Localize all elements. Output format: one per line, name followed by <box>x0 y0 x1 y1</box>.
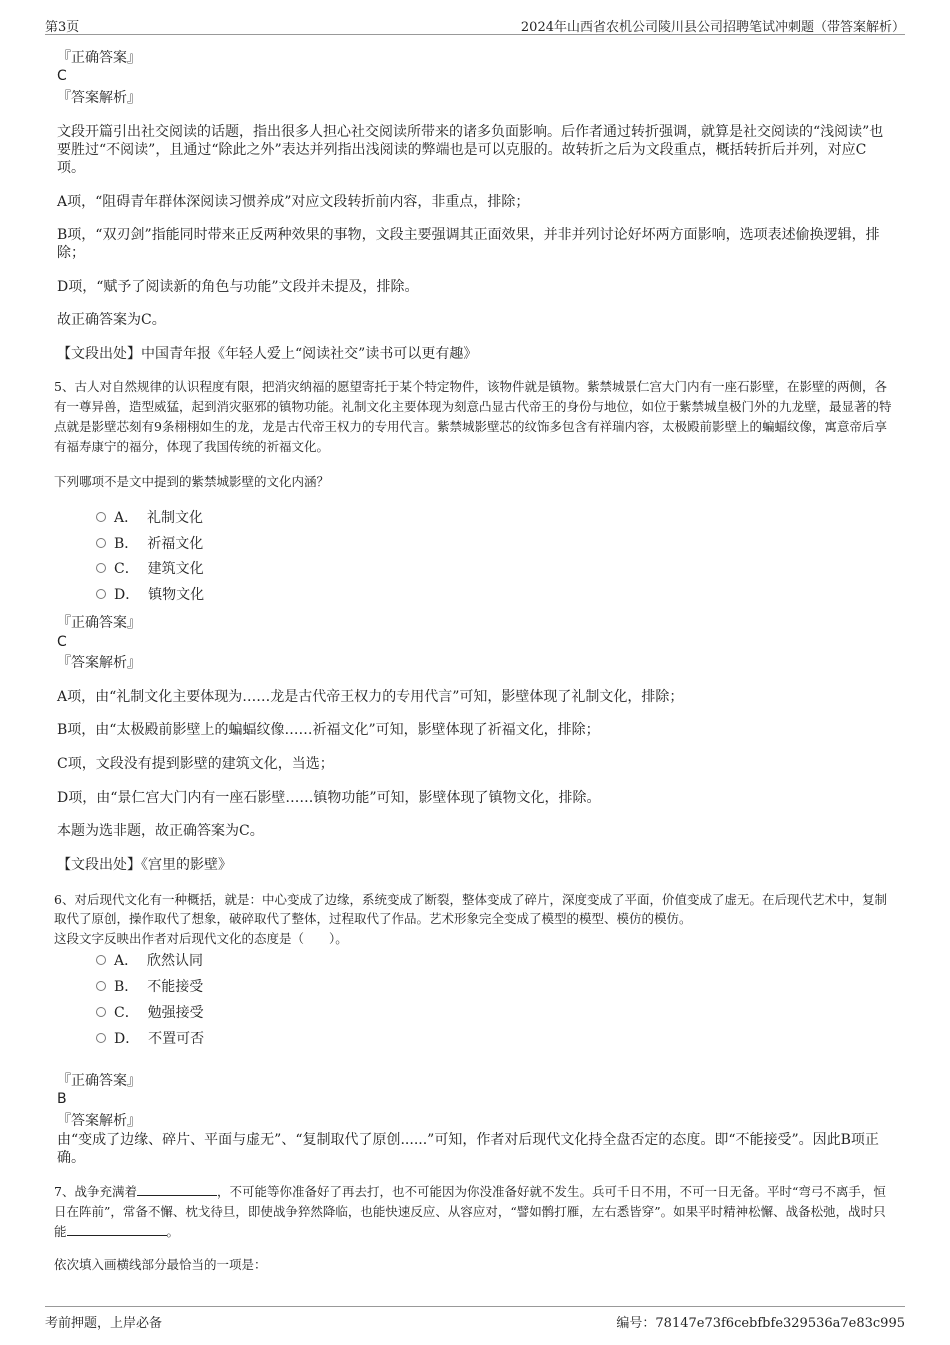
option-b[interactable]: B． 不能接受 <box>96 977 203 997</box>
question-7-stem: 7、战争充满着 ，不可能等你准备好了再去打，也不可能因为你没准备好就不发生。兵可千日不用，不可一日无备。平时“弯弓不离手，恒日在阵前”，常备不懈、枕戈待旦，即使战争猝然降临，也能快速反应、从容应对，“譬如鹘打雁，左右悉皆穿”。如果平时精神松懈、战备松弛，战时只能 。 <box>54 1184 886 1239</box>
answer-label: 『正确答案』 <box>57 1073 141 1089</box>
page-footer <box>45 1306 905 1329</box>
answer-value: C <box>57 634 67 650</box>
radio-icon[interactable] <box>96 538 106 548</box>
passage-source: 【文段出处】中国青年报《年轻人爱上“阅读社交”读书可以更有趣》 <box>57 346 478 362</box>
question-5-prompt: 下列哪项不是文中提到的紫禁城影壁的文化内涵？ <box>54 474 330 489</box>
option-c[interactable]: C． 勉强接受 <box>96 1003 204 1023</box>
analysis-option-a: A项，“阻碍青年群体深阅读习惯养成”对应文段转折前内容，非重点，排除； <box>57 194 530 210</box>
analysis-option-b: B项，由“太极殿前影壁上的蝙蝠纹像……祈福文化”可知，影壁体现了祈福文化，排除； <box>57 722 600 738</box>
option-d[interactable]: D． 镇物文化 <box>96 585 204 605</box>
analysis-conclusion: 本题为选非题，故正确答案为C。 <box>57 823 264 839</box>
radio-icon[interactable] <box>96 1007 106 1017</box>
document-id: 编号：78147e73f6cebfbfe329536a7e83c995 <box>616 1316 905 1331</box>
analysis-option-d: D项，“赋予了阅读新的角色与功能”文段并未提及，排除。 <box>57 279 419 295</box>
option-d[interactable]: D． 不置可否 <box>96 1029 204 1049</box>
passage-source: 【文段出处】《宫里的影壁》 <box>57 857 232 873</box>
analysis-conclusion: 故正确答案为C。 <box>57 312 166 328</box>
fill-blank-2[interactable] <box>67 1223 167 1236</box>
page-header <box>45 14 905 35</box>
analysis-option-b: B项，“双刃剑”指能同时带来正反两种效果的事物，文段主要强调其正面效果，并非并列讨论好坏两方面影响，选项表述偷换逻辑，排除； <box>57 227 880 261</box>
question-5-stem: 5、古人对自然规律的认识程度有限，把消灾纳福的愿望寄托于某个特定物件，该物件就是镇物。紫禁城景仁宫大门内有一座石影壁，在影壁的两侧，各有一尊异兽，造型威猛，起到消灾驱邪的镇物功能。礼制文化主要体现为刻意凸显古代帝王的身份与地位，如位于紫禁城皇极门外的九龙壁，最显著的特点就是影壁芯刻有9条栩栩如生的龙，龙是古代帝王权力的专用代言。紫禁城影壁芯的纹饰多包含有祥瑞内容，太极殿前影壁上的蝙蝠纹像，寓意帝后享有福寿康宁的福分，体现了我国传统的祈福文化。 <box>54 379 892 454</box>
option-a[interactable]: A． 礼制文化 <box>96 508 203 528</box>
analysis-label: 『答案解析』 <box>57 1113 141 1129</box>
radio-icon[interactable] <box>96 981 106 991</box>
answer-value: C <box>57 68 67 84</box>
analysis-option-a: A项，由“礼制文化主要体现为……龙是古代帝王权力的专用代言”可知，影壁体现了礼制文化，排除； <box>57 689 684 705</box>
analysis-text: 文段开篇引出社交阅读的话题，指出很多人担心社交阅读所带来的诸多负面影响。后作者通过转折强调，就算是社交阅读的“浅阅读”也要胜过“不阅读”，且通过“除此之外”表达并列指出浅阅读的弊端也是可以克服的。故转折之后为文段重点，概括转折后并列，对应C项。 <box>57 124 884 176</box>
footer-slogan: 考前押题，上岸必备 <box>45 1316 163 1331</box>
radio-icon[interactable] <box>96 955 106 965</box>
radio-icon[interactable] <box>96 512 106 522</box>
page-number: 第3页 <box>45 20 80 35</box>
radio-icon[interactable] <box>96 563 106 573</box>
radio-icon[interactable] <box>96 589 106 599</box>
option-b[interactable]: B． 祈福文化 <box>96 534 203 554</box>
analysis-label: 『答案解析』 <box>57 655 141 671</box>
answer-label: 『正确答案』 <box>57 50 141 66</box>
analysis-label: 『答案解析』 <box>57 90 141 106</box>
answer-value: B <box>57 1091 67 1107</box>
question-7-prompt: 依次填入画横线部分最恰当的一项是： <box>54 1257 267 1272</box>
option-a[interactable]: A． 欣然认同 <box>96 951 203 971</box>
document-title: 2024年山西省农机公司陵川县公司招聘笔试冲刺题（带答案解析） <box>520 20 905 35</box>
answer-label: 『正确答案』 <box>57 615 141 631</box>
analysis-option-d: D项，由“景仁宫大门内有一座石影壁……镇物功能”可知，影壁体现了镇物文化，排除。 <box>57 790 601 806</box>
analysis-text: 由“变成了边缘、碎片、平面与虚无”、“复制取代了原创......”可知，作者对后现代文化持全盘否定的态度。即“不能接受”。因此B项正确。 <box>57 1132 879 1166</box>
question-6-stem: 6、对后现代文化有一种概括，就是：中心变成了边缘，系统变成了断裂，整体变成了碎片，深度变成了平面，价值变成了虚无。在后现代艺术中，复制取代了原创，操作取代了想象，破碎取代了整体，过程取代了作品。艺术形象完全变成了模型的模型、模仿的模仿。 <box>54 892 887 926</box>
question-6-prompt: 这段文字反映出作者对后现代文化的态度是（ ）。 <box>54 931 348 946</box>
fill-blank-1[interactable] <box>137 1183 217 1196</box>
radio-icon[interactable] <box>96 1033 106 1043</box>
analysis-option-c: C项，文段没有提到影壁的建筑文化，当选； <box>57 756 334 772</box>
option-c[interactable]: C． 建筑文化 <box>96 559 204 579</box>
